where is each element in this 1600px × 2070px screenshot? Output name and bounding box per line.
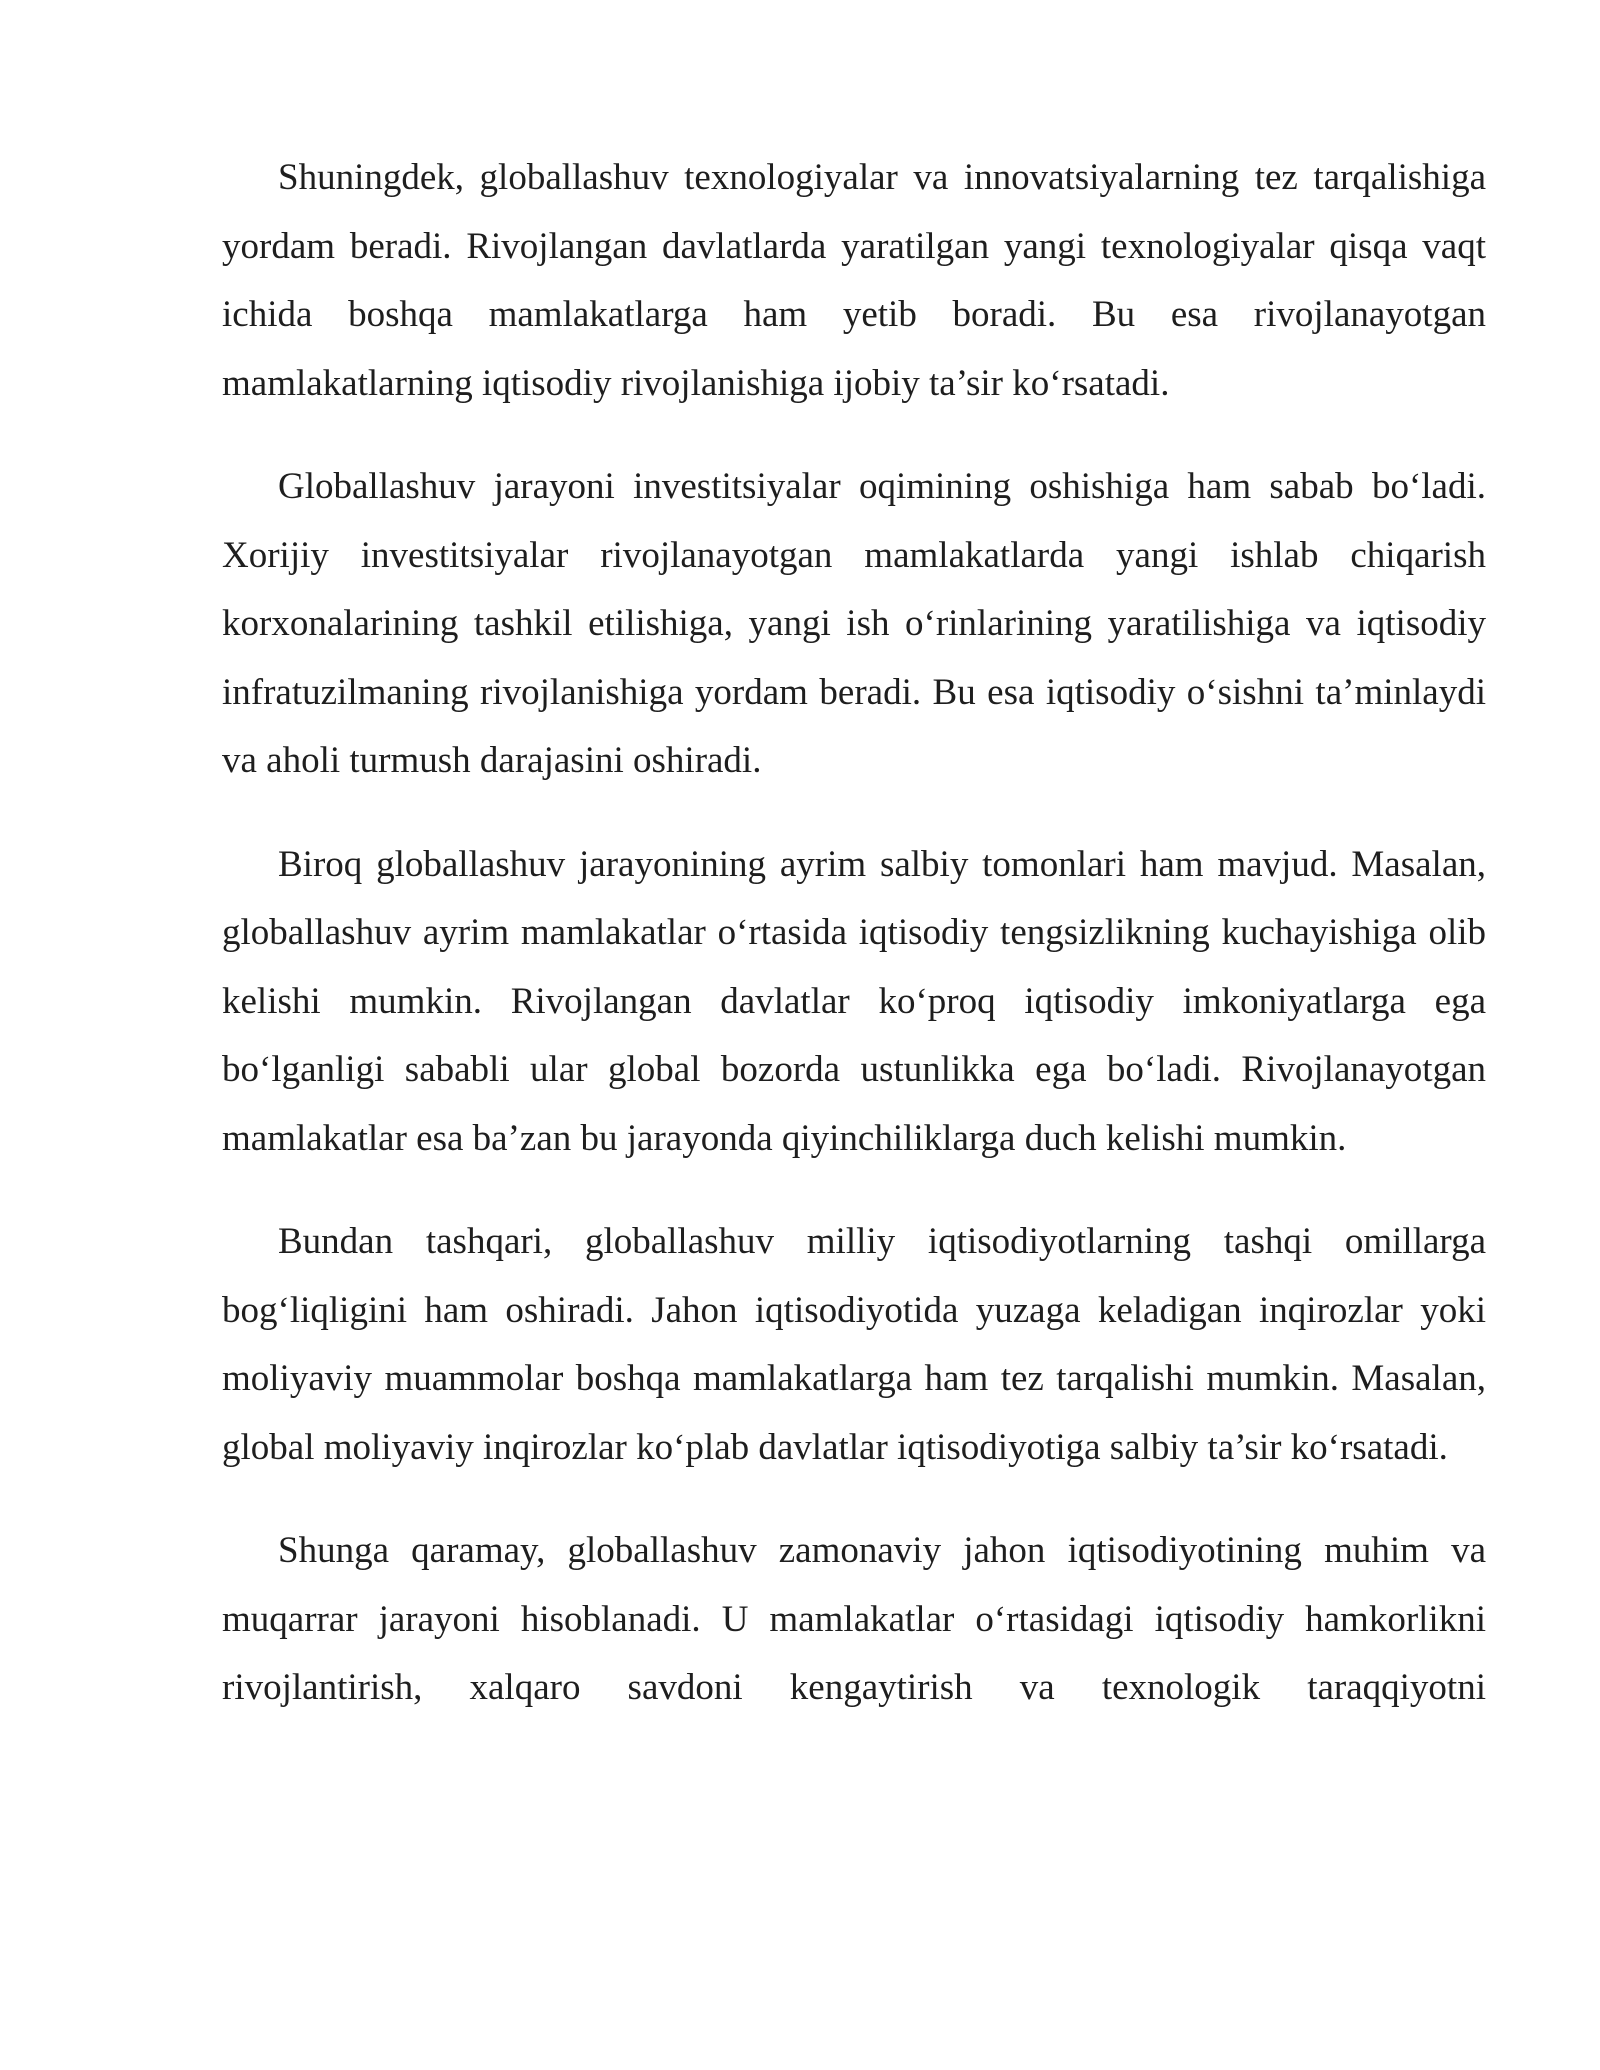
paragraph-dependence: Bundan tashqari, globallashuv milliy iqtisodiyotlarning tashqi omillarga bog‘liqligini ham oshiradi. Jahon iqtisodiyotida yuzaga keladigan inqirozlar yoki moliyaviy muammolar boshqa mamlakatlarga ham tez tarqalishi mumkin. Masalan, global moliyaviy inqirozlar ko‘plab davlatlar iqtisodiyotiga salbiy ta’sir ko‘rsatadi. <box>222 1221 1486 1468</box>
paragraph-investment: Globallashuv jarayoni investitsiyalar oqimining oshishiga ham sabab bo‘ladi. Xorijiy investitsiyalar rivojlanayotgan mamlakatlarda yangi ishlab chiqarish korxonalarining tashkil etilishiga, yangi ish o‘rinlarining yaratilishiga va iqtisodiy infratuzilmaning rivojlanishiga yordam beradi. Bu esa iqtisodiy o‘sishni ta’minlaydi va aholi turmush darajasini oshiradi. <box>222 466 1486 781</box>
paragraph-technology: Shuningdek, globallashuv texnologiyalar va innovatsiyalarning tez tarqalishiga yordam beradi. Rivojlangan davlatlarda yaratilgan yangi texnologiyalar qisqa vaqt ichida boshqa mamlakatlarga ham yetib boradi. Bu esa rivojlanayotgan mamlakatlarning iqtisodiy rivojlanishiga ijobiy ta’sir ko‘rsatadi. <box>222 157 1486 404</box>
document-body <box>222 144 1486 1723</box>
paragraph-conclusion: Shunga qaramay, globallashuv zamonaviy jahon iqtisodiyotining muhim va muqarrar jarayoni hisoblanadi. U mamlakatlar o‘rtasidagi iqtisodiy hamkorlikni rivojlantirish, xalqaro savdoni kengaytirish va texnologik taraqqiyotni <box>222 1530 1486 1708</box>
paragraph-negative-sides: Biroq globallashuv jarayonining ayrim salbiy tomonlari ham mavjud. Masalan, globallashuv ayrim mamlakatlar o‘rtasida iqtisodiy tengsizlikning kuchayishiga olib kelishi mumkin. Rivojlangan davlatlar ko‘proq iqtisodiy imkoniyatlarga ega bo‘lganligi sababli ular global bozorda ustunlikka ega bo‘ladi. Rivojlanayotgan mamlakatlar esa ba’zan bu jarayonda qiyinchiliklarga duch kelishi mumkin. <box>222 843 1486 1159</box>
